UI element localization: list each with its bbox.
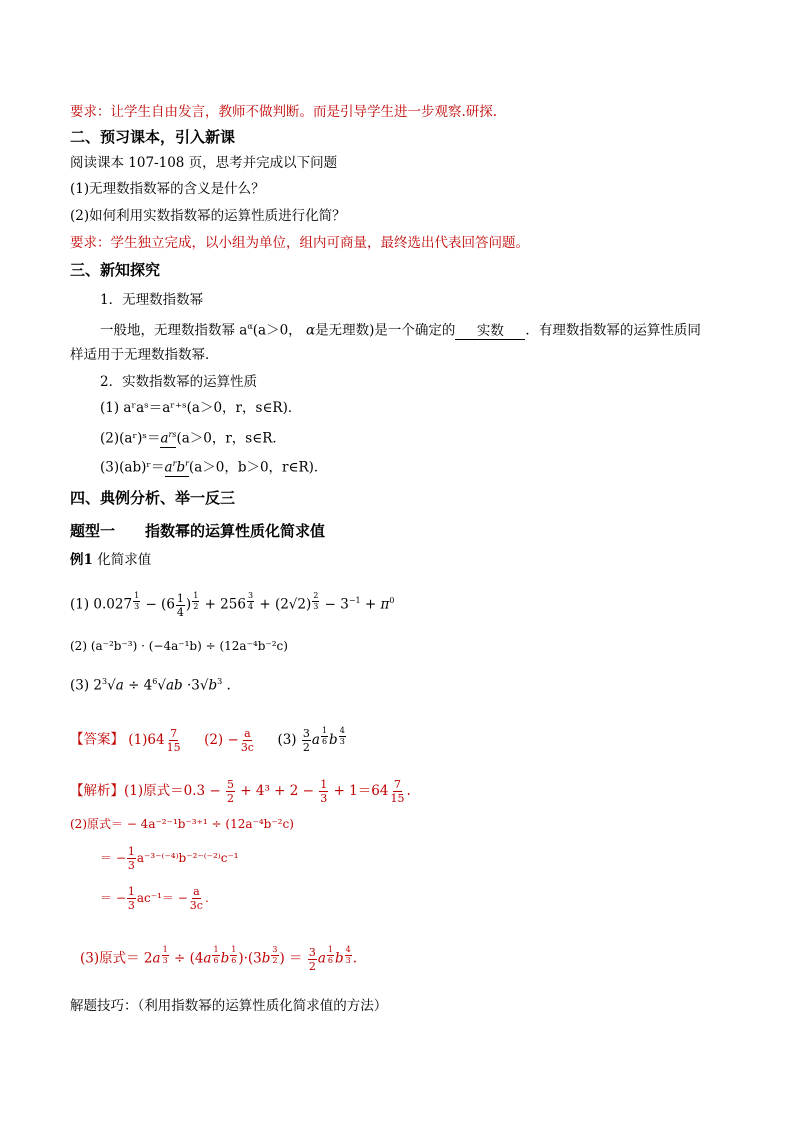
section-2-heading: 二、预习课本，引入新课: [70, 128, 236, 146]
property-2: $(2)(aʳ)ˢ=a^{rs}(a>0$，r，s∈R．: [100, 427, 286, 448]
question-1: (1)无理数指数幂的含义是什么？: [70, 181, 265, 197]
analysis-part-1: 【解析】(1)原式＝0.3 − $\frac{5}{2}$ + 4³ + 2 − $\frac{1}{3}$ + 1＝64 $\frac{7}{15}$ .: [70, 778, 411, 805]
example-1-part-1: (1) 0.027 $^{\frac{1}{3}}$ − (6 $\frac{1}{4}$ ) $^{\frac{1}{2}}$ + 256 $^{\frac{3}{4}}$ + (2√2) $^{\frac{2}{3}}$ − $3^{-1} + \pi^0$: [70, 590, 395, 619]
solving-tips: 解题技巧：（利用指数幂的运算性质化简求值的方法）: [70, 998, 388, 1014]
answer-3: (3) $\frac{3}{2}$ a $^{\frac{1}{6}}$ b $^{\frac{4}{3}}$: [277, 725, 345, 754]
analysis-part-2-line-2: ＝ − $\frac{1}{3}$ a⁻³⁻⁽⁻⁴⁾b⁻²⁻⁽⁻²⁾c⁻¹: [100, 845, 239, 872]
definition-part-a: 一般地，无理数指数幂 a: [100, 322, 248, 339]
question-type-1: 题型一 指数幂的运算性质化简求值: [70, 522, 326, 540]
answer-2: (2) − $\frac{a}{3c}$: [204, 726, 254, 754]
definition-line-1: 一般地，无理数指数幂 $a^\alpha(a>0$， α是无理数)是一个确定的 实数 ．有理数指数幂的运算性质同: [100, 322, 701, 339]
question-2: (2)如何利用实数指数幂的运算性质进行化简？: [70, 208, 346, 224]
example-1-part-2: (2) (a⁻²b⁻³) · (−4a⁻¹b) ÷ (12a⁻⁴b⁻²c): [70, 639, 288, 653]
section-4-heading: 四、典例分析、举一反三: [70, 489, 236, 507]
analysis-part-3: (3)原式＝ 2a $^{\frac{1}{3}}$ ÷ (4a $^{\frac{1}{6}}$ b $^{\frac{1}{6}}$ )·(3b $^{\frac{3}{2}}$ ) ＝ $\frac{3}{2}$ a $^{\frac{1}{6}}$ b $^{\frac{4}{3}}$ .: [80, 944, 358, 973]
section-3-heading: 三、新知探究: [70, 261, 161, 279]
example-1-title: 例1 化简求值: [70, 552, 152, 568]
requirement-1: 要求：让学生自由发言，教师不做判断。而是引导学生进一步观察.研探.: [70, 104, 498, 120]
definition-part-c: 是无理数)是一个确定的: [315, 322, 456, 339]
knowledge-2-title: 2．实数指数幂的运算性质: [100, 374, 258, 390]
definition-line-2: 样适用于无理数指数幂．: [70, 347, 219, 363]
property-2-answer: $a^{rs}$: [160, 427, 176, 448]
property-3-answer: $a^rb^r$: [165, 456, 189, 477]
answer-1: (1)64 $\frac{7}{15}$: [128, 726, 181, 754]
definition-part-d: ．有理数指数幂的运算性质同: [525, 322, 701, 339]
property-1: (1) aʳaˢ＝aʳ⁺ˢ(a＞0，r，s∈R)．: [100, 400, 302, 416]
analysis-part-2-line-1: (2)原式＝ − 4a⁻²⁻¹b⁻³⁺¹ ÷ (12a⁻⁴b⁻²c): [70, 817, 294, 831]
answer-line: 【答案】 (1)64 $\frac{7}{15}$ (2) − $\frac{a}{3c}$ (3) $\frac{3}{2}$ a $^{\frac{1}{6}}$ b $^{\frac{4}{3}}$: [70, 725, 345, 754]
analysis-part-2-line-3: ＝ − $\frac{1}{3}$ ac⁻¹＝ − $\frac{a}{3c}$ .: [100, 885, 209, 912]
definition-part-b: (a＞0，: [252, 322, 302, 339]
example-1-part-3: (3) $2^3√a \div 4^6√ab \cdot 3√b^3$ .: [70, 677, 231, 694]
knowledge-1-title: 1．无理数指数幂: [100, 292, 204, 308]
definition-blank: 实数: [455, 324, 525, 340]
reading-instruction: 阅读课本 107-108 页，思考并完成以下问题: [70, 155, 338, 171]
requirement-2: 要求：学生独立完成，以小组为单位，组内可商量，最终选出代表回答问题。: [70, 235, 529, 251]
property-3: $(3)(ab)ʳ=a^rb^r(a>0$，b＞0，r∈R)．: [100, 456, 327, 477]
